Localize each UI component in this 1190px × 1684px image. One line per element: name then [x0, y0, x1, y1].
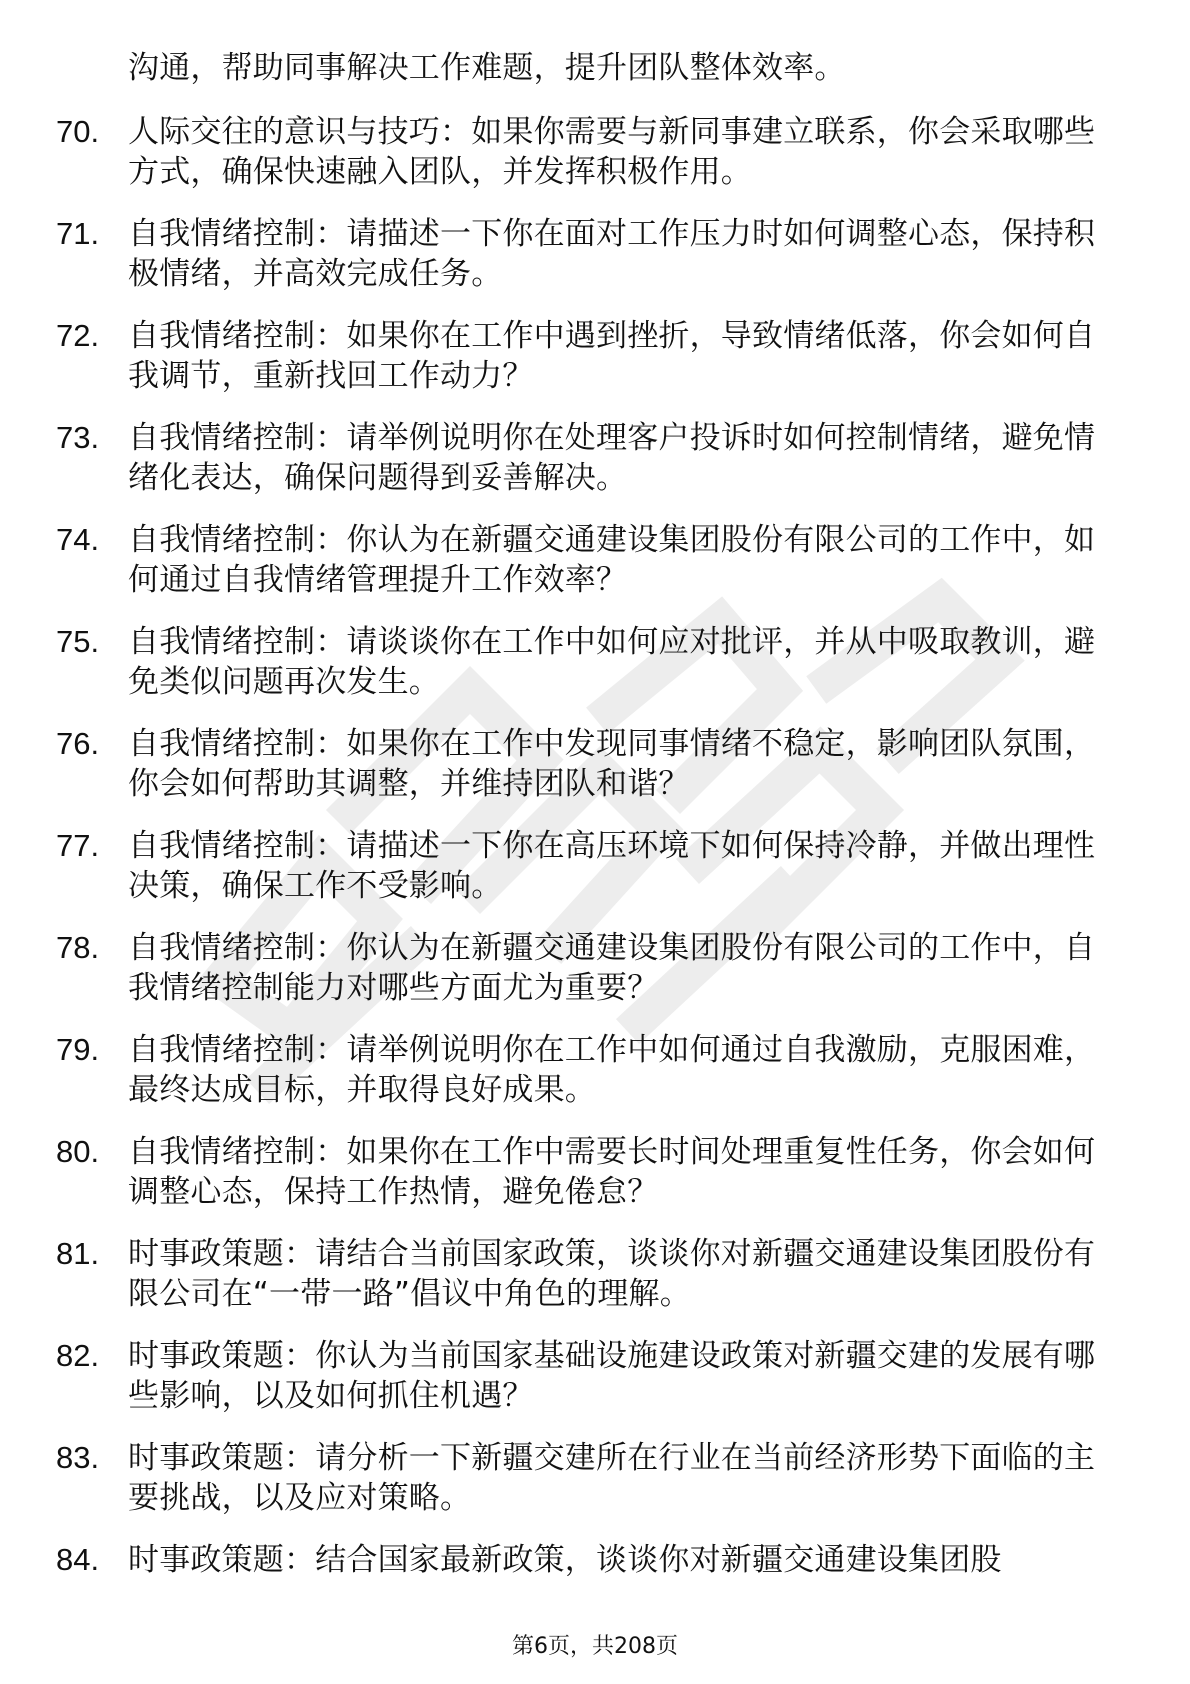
item-text: 自我情绪控制：请描述一下你在高压环境下如何保持冷静，并做出理性决策，确保工作不受影响。 — [128, 828, 1096, 904]
item-number: 73. — [56, 420, 100, 455]
item-text: 自我情绪控制：如果你在工作中发现同事情绪不稳定，影响团队氛围，你会如何帮助其调整，并维持团队和谐？ — [128, 726, 1096, 802]
list-item — [56, 1030, 1116, 1110]
item-text: 时事政策题：结合国家最新政策，谈谈你对新疆交通建设集团股 — [128, 1542, 1002, 1578]
item-number: 71. — [56, 216, 100, 251]
item-text: 时事政策题：你认为当前国家基础设施建设政策对新疆交建的发展有哪些影响，以及如何抓住机遇？ — [128, 1338, 1096, 1414]
list-item — [56, 112, 1116, 192]
item-number: 77. — [56, 828, 100, 863]
list-item — [56, 316, 1116, 396]
item-text: 时事政策题：请结合当前国家政策，谈谈你对新疆交通建设集团股份有限公司在“一带一路”倡议中角色的理解。 — [128, 1236, 1096, 1312]
list-item — [56, 1336, 1116, 1416]
item-number: 81. — [56, 1236, 100, 1271]
item-text: 自我情绪控制：如果你在工作中遇到挫折，导致情绪低落，你会如何自我调节，重新找回工作动力？ — [128, 318, 1096, 394]
list-item — [56, 622, 1116, 702]
list-item — [56, 928, 1116, 1008]
item-number: 84. — [56, 1542, 100, 1577]
list-item — [56, 724, 1116, 804]
item-text: 沟通，帮助同事解决工作难题，提升团队整体效率。 — [128, 50, 846, 86]
item-number: 83. — [56, 1440, 100, 1475]
item-text: 自我情绪控制：你认为在新疆交通建设集团股份有限公司的工作中，如何通过自我情绪管理提升工作效率？ — [128, 522, 1096, 598]
item-text: 人际交往的意识与技巧：如果你需要与新同事建立联系，你会采取哪些方式，确保快速融入团队，并发挥积极作用。 — [128, 114, 1096, 190]
item-text: 自我情绪控制：你认为在新疆交通建设集团股份有限公司的工作中，自我情绪控制能力对哪些方面尤为重要？ — [128, 930, 1096, 1006]
item-text: 时事政策题：请分析一下新疆交建所在行业在当前经济形势下面临的主要挑战，以及应对策略。 — [128, 1440, 1096, 1516]
item-number: 82. — [56, 1338, 100, 1373]
item-number: 79. — [56, 1032, 100, 1067]
item-text: 自我情绪控制：请谈谈你在工作中如何应对批评，并从中吸取教训，避免类似问题再次发生。 — [128, 624, 1096, 700]
list-item — [56, 1234, 1116, 1314]
item-number: 70. — [56, 114, 100, 149]
item-text: 自我情绪控制：请举例说明你在工作中如何通过自我激励，克服困难，最终达成目标，并取得良好成果。 — [128, 1032, 1096, 1108]
item-number: 76. — [56, 726, 100, 761]
page-footer: 第6页，共208页 — [512, 1634, 678, 1659]
list-item — [56, 1540, 1116, 1580]
item-number: 80. — [56, 1134, 100, 1169]
list-item — [56, 48, 1116, 88]
item-text: 自我情绪控制：请举例说明你在处理客户投诉时如何控制情绪，避免情绪化表达，确保问题得到妥善解决。 — [128, 420, 1096, 496]
question-list — [56, 48, 1116, 1602]
item-number: 75. — [56, 624, 100, 659]
list-item — [56, 418, 1116, 498]
item-text: 自我情绪控制：如果你在工作中需要长时间处理重复性任务，你会如何调整心态，保持工作热情，避免倦怠？ — [128, 1134, 1096, 1210]
list-item — [56, 214, 1116, 294]
list-item — [56, 1438, 1116, 1518]
item-text: 自我情绪控制：请描述一下你在面对工作压力时如何调整心态，保持积极情绪，并高效完成任务。 — [128, 216, 1096, 292]
item-number: 74. — [56, 522, 100, 557]
list-item — [56, 826, 1116, 906]
item-number: 78. — [56, 930, 100, 965]
item-number: 72. — [56, 318, 100, 353]
list-item — [56, 520, 1116, 600]
list-item — [56, 1132, 1116, 1212]
